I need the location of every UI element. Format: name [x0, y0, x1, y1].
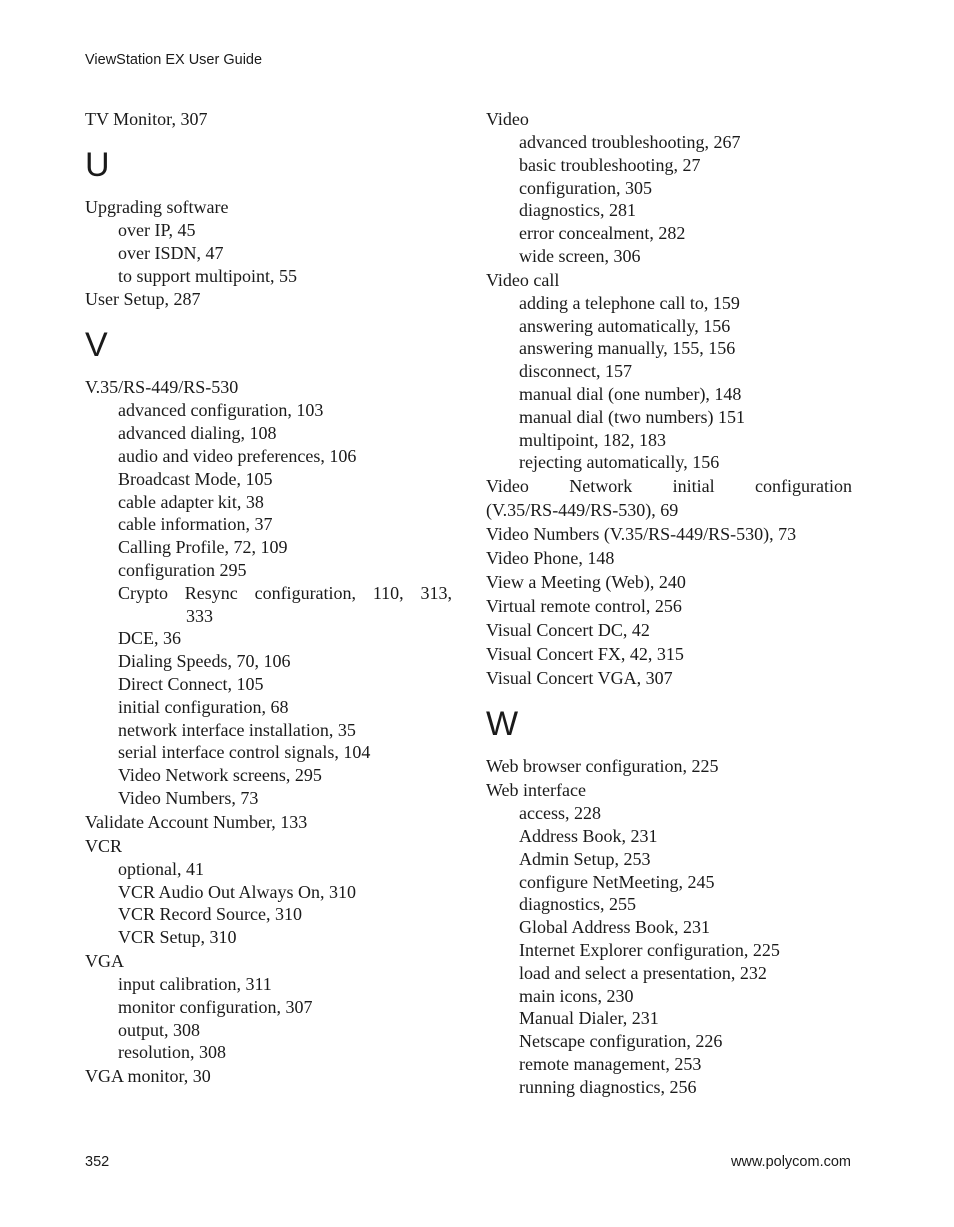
index-subentry: answering automatically, 156 — [519, 315, 731, 336]
index-subentry: configuration 295 — [118, 559, 247, 580]
index-subentry: rejecting automatically, 156 — [519, 452, 720, 473]
running-header: ViewStation EX User Guide — [85, 52, 263, 68]
index-entry: V.35/RS-449/RS-530 — [85, 377, 239, 398]
index-subentry: resolution, 308 — [118, 1042, 226, 1063]
index-subentry: optional, 41 — [118, 858, 204, 879]
index-subentry: running diagnostics, 256 — [519, 1076, 697, 1097]
index-subentry: error concealment, 282 — [519, 223, 686, 244]
index-subentry: cable adapter kit, 38 — [118, 491, 264, 512]
index-column-left — [85, 107, 452, 1088]
index-subentry: multipoint, 182, 183 — [519, 429, 667, 450]
index-entry: Visual Concert VGA, 307 — [486, 668, 673, 689]
index-subentry: Dialing Speeds, 70, 106 — [118, 651, 291, 672]
section-letter-u: U — [85, 146, 110, 184]
crypto-line-1 — [118, 582, 452, 605]
index-entry: Web interface — [486, 780, 586, 801]
index-subentry: Broadcast Mode, 105 — [118, 468, 273, 489]
index-subentry: VCR Record Source, 310 — [118, 904, 302, 925]
index-subentry: Calling Profile, 72, 109 — [118, 537, 288, 558]
index-subentry: serial interface control signals, 104 — [118, 742, 371, 763]
index-entry: Video Numbers (V.35/RS-449/RS-530), 73 — [486, 524, 797, 545]
index-entry: Visual Concert FX, 42, 315 — [486, 644, 684, 665]
index-subentry: main icons, 230 — [519, 985, 634, 1006]
word: configuration, — [254, 582, 357, 603]
index-entry: Video — [486, 109, 529, 129]
page-number: 352 — [85, 1154, 110, 1170]
index-subentry: answering manually, 155, 156 — [519, 338, 736, 359]
index-subentry: Manual Dialer, 231 — [519, 1008, 659, 1029]
word: 110, — [372, 582, 404, 603]
index-entry: VGA — [85, 950, 124, 971]
index-entry: Video call — [486, 269, 560, 290]
index-subentry: output, 308 — [118, 1019, 201, 1040]
index-subentry: adding a telephone call to, 159 — [519, 292, 740, 313]
index-subentry: network interface installation, 35 — [118, 719, 356, 740]
index-subentry: wide screen, 306 — [519, 245, 641, 266]
video-network-line-2: (V.35/RS-449/RS-530), 69 — [486, 500, 679, 521]
index-subentry: configure NetMeeting, 245 — [519, 871, 715, 892]
index-subentry: Global Address Book, 231 — [519, 917, 710, 938]
word: configuration — [754, 476, 852, 497]
index-subentry: to support multipoint, 55 — [118, 265, 298, 286]
index-entry-wrapped — [486, 474, 852, 522]
index-subentry: monitor configuration, 307 — [118, 996, 313, 1017]
section-letter-v: V — [85, 326, 108, 365]
index-entry: User Setup, 287 — [85, 289, 201, 310]
index-subentry: over IP, 45 — [118, 220, 196, 240]
index-entry: TV Monitor, 307 — [85, 109, 208, 129]
index-subentry: over ISDN, 47 — [118, 242, 224, 263]
index-entry: VCR — [85, 835, 123, 856]
word: initial — [672, 476, 715, 497]
word: Resync — [184, 582, 238, 603]
index-subentry: configuration, 305 — [519, 177, 652, 198]
index-entry: Video Phone, 148 — [486, 548, 615, 569]
index-entry: VGA monitor, 30 — [85, 1066, 211, 1087]
index-column-right — [486, 107, 852, 1099]
index-subentry: disconnect, 157 — [519, 361, 632, 382]
index-subentry-wrapped — [85, 582, 452, 628]
index-subentry: Internet Explorer configuration, 225 — [519, 939, 780, 960]
index-subentry: diagnostics, 255 — [519, 894, 636, 915]
video-network-line-1 — [486, 474, 852, 498]
index-subentry: DCE, 36 — [118, 628, 181, 649]
word: 313, — [420, 582, 452, 603]
index-subentry: Netscape configuration, 226 — [519, 1031, 723, 1052]
index-entry: Visual Concert DC, 42 — [486, 620, 650, 641]
index-entry: Web browser configuration, 225 — [486, 756, 719, 777]
index-subentry: remote management, 253 — [519, 1053, 702, 1074]
word: Crypto — [118, 582, 169, 603]
index-subentry: Direct Connect, 105 — [118, 673, 264, 694]
index-entry: Validate Account Number, 133 — [85, 811, 308, 832]
index-subentry: Video Numbers, 73 — [118, 787, 259, 808]
index-entry: Upgrading software — [85, 197, 229, 217]
section-letter-w: W — [486, 705, 519, 744]
index-subentry: basic troubleshooting, 27 — [519, 154, 701, 175]
index-subentry: audio and video preferences, 106 — [118, 445, 357, 466]
index-subentry: cable information, 37 — [118, 514, 273, 535]
index-subentry: manual dial (two numbers) 151 — [519, 406, 745, 427]
word: Video — [486, 476, 529, 497]
index-subentry: advanced configuration, 103 — [118, 400, 324, 421]
index-subentry: access, 228 — [519, 803, 601, 824]
index-subentry: VCR Audio Out Always On, 310 — [118, 881, 357, 902]
footer-url: www.polycom.com — [730, 1154, 851, 1170]
index-subentry: Video Network screens, 295 — [118, 765, 322, 786]
index-subentry: load and select a presentation, 232 — [519, 962, 767, 983]
index-subentry: advanced dialing, 108 — [118, 423, 277, 444]
word: Network — [569, 476, 633, 497]
index-subentry: VCR Setup, 310 — [118, 927, 237, 948]
index-subentry: Admin Setup, 253 — [519, 848, 651, 869]
index-subentry: manual dial (one number), 148 — [519, 383, 742, 404]
index-subentry: diagnostics, 281 — [519, 200, 636, 221]
index-subentry: initial configuration, 68 — [118, 696, 289, 717]
index-entry: Virtual remote control, 256 — [486, 596, 682, 617]
crypto-line-2: 333 — [186, 605, 213, 626]
index-subentry: Address Book, 231 — [519, 825, 658, 846]
index-subentry: advanced troubleshooting, 267 — [519, 132, 741, 152]
index-subentry: input calibration, 311 — [118, 973, 272, 994]
index-entry: View a Meeting (Web), 240 — [486, 572, 686, 593]
